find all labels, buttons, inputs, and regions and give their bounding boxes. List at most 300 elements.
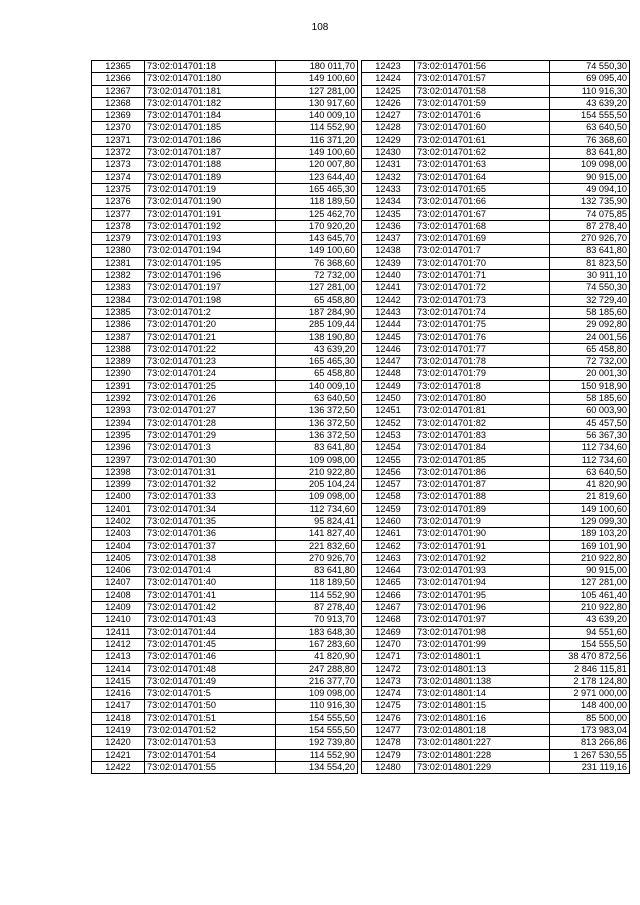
row-number: 12454 (362, 442, 415, 454)
cadastral-value: 150 918,90 (550, 380, 630, 392)
cadastral-value: 136 372,50 (276, 429, 358, 441)
registry-table-right (361, 60, 630, 774)
registry-table-left (91, 60, 358, 774)
cadastral-number: 73:02:014701:83 (415, 429, 550, 441)
cadastral-value: 41 820,90 (550, 479, 630, 491)
cadastral-value: 210 922,80 (276, 466, 358, 478)
row-number: 12402 (92, 515, 145, 527)
cadastral-value: 85 500,00 (550, 712, 630, 724)
table-row (362, 122, 630, 134)
cadastral-value: 116 371,20 (276, 134, 358, 146)
cadastral-number: 73:02:014701:24 (145, 368, 276, 380)
cadastral-value: 180 011,70 (276, 61, 358, 73)
row-number: 12369 (92, 110, 145, 122)
table-row (92, 626, 358, 638)
cadastral-number: 73:02:014701:190 (145, 196, 276, 208)
cadastral-number: 73:02:014701:48 (145, 663, 276, 675)
table-row (362, 663, 630, 675)
table-row (362, 761, 630, 773)
row-number: 12418 (92, 712, 145, 724)
row-number: 12469 (362, 626, 415, 638)
cadastral-value: 210 922,80 (550, 552, 630, 564)
table-row (362, 245, 630, 257)
table-row (92, 270, 358, 282)
cadastral-value: 169 101,90 (550, 540, 630, 552)
cadastral-number: 73:02:014701:23 (145, 356, 276, 368)
table-row (92, 725, 358, 737)
cadastral-value: 130 917,60 (276, 97, 358, 109)
cadastral-number: 73:02:014801:227 (415, 737, 550, 749)
row-number: 12374 (92, 171, 145, 183)
cadastral-value: 74 550,30 (550, 61, 630, 73)
row-number: 12370 (92, 122, 145, 134)
cadastral-number: 73:02:014701:35 (145, 515, 276, 527)
table-row (92, 122, 358, 134)
cadastral-value: 120 007,80 (276, 159, 358, 171)
row-number: 12410 (92, 614, 145, 626)
row-number: 12376 (92, 196, 145, 208)
cadastral-number: 73:02:014701:99 (415, 638, 550, 650)
row-number: 12400 (92, 491, 145, 503)
cadastral-number: 73:02:014701:69 (415, 233, 550, 245)
row-number: 12430 (362, 147, 415, 159)
table-row (92, 110, 358, 122)
cadastral-number: 73:02:014701:38 (145, 552, 276, 564)
cadastral-value: 2 971 000,00 (550, 688, 630, 700)
cadastral-value: 167 283,60 (276, 638, 358, 650)
row-number: 12446 (362, 343, 415, 355)
cadastral-value: 87 278,40 (276, 602, 358, 614)
row-number: 12389 (92, 356, 145, 368)
cadastral-value: 76 368,60 (550, 134, 630, 146)
cadastral-value: 24 001,56 (550, 331, 630, 343)
cadastral-value: 114 552,90 (276, 589, 358, 601)
cadastral-number: 73:02:014701:57 (415, 73, 550, 85)
table-row (92, 614, 358, 626)
table-row (362, 712, 630, 724)
cadastral-value: 29 092,80 (550, 319, 630, 331)
cadastral-value: 114 552,90 (276, 749, 358, 761)
cadastral-number: 73:02:014701:188 (145, 159, 276, 171)
cadastral-number: 73:02:014701:193 (145, 233, 276, 245)
row-number: 12461 (362, 528, 415, 540)
row-number: 12403 (92, 528, 145, 540)
table-row (92, 737, 358, 749)
row-number: 12433 (362, 183, 415, 195)
table-row (362, 503, 630, 515)
table-row (362, 442, 630, 454)
cadastral-value: 83 641,80 (276, 565, 358, 577)
table-row (362, 700, 630, 712)
cadastral-number: 73:02:014701:22 (145, 343, 276, 355)
cadastral-number: 73:02:014701:68 (415, 220, 550, 232)
row-number: 12378 (92, 220, 145, 232)
cadastral-number: 73:02:014701:44 (145, 626, 276, 638)
cadastral-number: 73:02:014701:90 (415, 528, 550, 540)
table-row (362, 220, 630, 232)
row-number: 12365 (92, 61, 145, 73)
cadastral-value: 143 645,70 (276, 233, 358, 245)
row-number: 12397 (92, 454, 145, 466)
table-row (362, 725, 630, 737)
row-number: 12465 (362, 577, 415, 589)
cadastral-number: 73:02:014701:75 (415, 319, 550, 331)
table-row (92, 306, 358, 318)
cadastral-number: 73:02:014701:85 (415, 454, 550, 466)
row-number: 12452 (362, 417, 415, 429)
cadastral-number: 73:02:014701:82 (415, 417, 550, 429)
cadastral-number: 73:02:014701:18 (145, 61, 276, 73)
cadastral-value: 65 458,80 (550, 343, 630, 355)
cadastral-number: 73:02:014701:67 (415, 208, 550, 220)
cadastral-value: 58 185,60 (550, 393, 630, 405)
cadastral-value: 127 281,00 (276, 85, 358, 97)
table-row (92, 577, 358, 589)
cadastral-value: 189 103,20 (550, 528, 630, 540)
cadastral-number: 73:02:014701:184 (145, 110, 276, 122)
cadastral-value: 140 009,10 (276, 110, 358, 122)
table-row (362, 319, 630, 331)
cadastral-number: 73:02:014701:64 (415, 171, 550, 183)
table-row (92, 61, 358, 73)
row-number: 12368 (92, 97, 145, 109)
cadastral-value: 76 368,60 (276, 257, 358, 269)
cadastral-number: 73:02:014701:4 (145, 565, 276, 577)
row-number: 12394 (92, 417, 145, 429)
row-number: 12450 (362, 393, 415, 405)
table-row (362, 479, 630, 491)
row-number: 12478 (362, 737, 415, 749)
row-number: 12366 (92, 73, 145, 85)
row-number: 12420 (92, 737, 145, 749)
cadastral-number: 73:02:014701:6 (415, 110, 550, 122)
cadastral-value: 32 729,40 (550, 294, 630, 306)
table-row (362, 737, 630, 749)
row-number: 12457 (362, 479, 415, 491)
cadastral-number: 73:02:014701:9 (415, 515, 550, 527)
row-number: 12386 (92, 319, 145, 331)
cadastral-value: 65 458,80 (276, 368, 358, 380)
row-number: 12413 (92, 651, 145, 663)
cadastral-number: 73:02:014701:72 (415, 282, 550, 294)
row-number: 12377 (92, 208, 145, 220)
cadastral-value: 125 462,70 (276, 208, 358, 220)
row-number: 12419 (92, 725, 145, 737)
cadastral-value: 38 470 872,56 (550, 651, 630, 663)
cadastral-value: 63 640,50 (550, 466, 630, 478)
cadastral-number: 73:02:014701:32 (145, 479, 276, 491)
cadastral-value: 149 100,60 (276, 147, 358, 159)
row-number: 12468 (362, 614, 415, 626)
table-row (362, 589, 630, 601)
cadastral-value: 72 732,00 (550, 356, 630, 368)
cadastral-value: 45 457,50 (550, 417, 630, 429)
table-row (92, 442, 358, 454)
row-number: 12449 (362, 380, 415, 392)
cadastral-number: 73:02:014801:1 (415, 651, 550, 663)
row-number: 12474 (362, 688, 415, 700)
cadastral-number: 73:02:014701:192 (145, 220, 276, 232)
cadastral-number: 73:02:014801:138 (415, 675, 550, 687)
cadastral-number: 73:02:014701:54 (145, 749, 276, 761)
cadastral-value: 149 100,60 (550, 503, 630, 515)
row-number: 12470 (362, 638, 415, 650)
table-row (92, 257, 358, 269)
row-number: 12435 (362, 208, 415, 220)
cadastral-number: 73:02:014701:182 (145, 97, 276, 109)
cadastral-number: 73:02:014701:58 (415, 85, 550, 97)
cadastral-value: 30 911,10 (550, 270, 630, 282)
table-row (92, 343, 358, 355)
table-row (92, 503, 358, 515)
cadastral-value: 183 648,30 (276, 626, 358, 638)
table-row (92, 761, 358, 773)
row-number: 12480 (362, 761, 415, 773)
cadastral-value: 123 644,40 (276, 171, 358, 183)
row-number: 12442 (362, 294, 415, 306)
cadastral-value: 90 915,00 (550, 565, 630, 577)
cadastral-number: 73:02:014701:194 (145, 245, 276, 257)
table-row (92, 749, 358, 761)
table-row (362, 368, 630, 380)
row-number: 12436 (362, 220, 415, 232)
cadastral-value: 2 178 124,80 (550, 675, 630, 687)
table-row (362, 233, 630, 245)
table-row (92, 565, 358, 577)
cadastral-value: 83 641,80 (276, 442, 358, 454)
row-number: 12443 (362, 306, 415, 318)
row-number: 12404 (92, 540, 145, 552)
table-row (92, 491, 358, 503)
table-row (362, 134, 630, 146)
table-row (92, 380, 358, 392)
cadastral-number: 73:02:014701:31 (145, 466, 276, 478)
cadastral-value: 20 001,30 (550, 368, 630, 380)
table-row (362, 97, 630, 109)
cadastral-value: 216 377,70 (276, 675, 358, 687)
cadastral-number: 73:02:014701:84 (415, 442, 550, 454)
cadastral-number: 73:02:014801:228 (415, 749, 550, 761)
cadastral-value: 1 267 530,55 (550, 749, 630, 761)
cadastral-value: 118 189,50 (276, 196, 358, 208)
cadastral-value: 41 820,90 (276, 651, 358, 663)
cadastral-value: 154 555,50 (276, 712, 358, 724)
table-row (92, 208, 358, 220)
cadastral-number: 73:02:014701:29 (145, 429, 276, 441)
row-number: 12415 (92, 675, 145, 687)
cadastral-value: 165 465,30 (276, 356, 358, 368)
table-row (92, 712, 358, 724)
table-row (362, 515, 630, 527)
table-row (362, 270, 630, 282)
table-row (92, 675, 358, 687)
table-row (362, 614, 630, 626)
row-number: 12372 (92, 147, 145, 159)
cadastral-number: 73:02:014701:94 (415, 577, 550, 589)
cadastral-value: 221 832,60 (276, 540, 358, 552)
table-row (362, 577, 630, 589)
row-number: 12460 (362, 515, 415, 527)
table-row (362, 306, 630, 318)
table-row (362, 85, 630, 97)
cadastral-value: 114 552,90 (276, 122, 358, 134)
row-number: 12447 (362, 356, 415, 368)
cadastral-number: 73:02:014701:51 (145, 712, 276, 724)
cadastral-value: 109 098,00 (276, 454, 358, 466)
cadastral-number: 73:02:014701:197 (145, 282, 276, 294)
cadastral-number: 73:02:014701:21 (145, 331, 276, 343)
row-number: 12396 (92, 442, 145, 454)
cadastral-value: 58 185,60 (550, 306, 630, 318)
cadastral-value: 129 099,30 (550, 515, 630, 527)
table-row (92, 429, 358, 441)
cadastral-number: 73:02:014701:96 (415, 602, 550, 614)
page-number: 108 (311, 22, 329, 33)
cadastral-number: 73:02:014801:13 (415, 663, 550, 675)
row-number: 12408 (92, 589, 145, 601)
cadastral-number: 73:02:014701:61 (415, 134, 550, 146)
row-number: 12425 (362, 85, 415, 97)
cadastral-value: 74 550,30 (550, 282, 630, 294)
cadastral-value: 136 372,50 (276, 405, 358, 417)
cadastral-number: 73:02:014701:91 (415, 540, 550, 552)
cadastral-value: 110 916,30 (276, 700, 358, 712)
row-number: 12437 (362, 233, 415, 245)
cadastral-value: 132 735,90 (550, 196, 630, 208)
row-number: 12463 (362, 552, 415, 564)
cadastral-number: 73:02:014701:7 (415, 245, 550, 257)
cadastral-number: 73:02:014701:56 (415, 61, 550, 73)
cadastral-value: 49 094,10 (550, 183, 630, 195)
cadastral-value: 110 916,30 (550, 85, 630, 97)
cadastral-number: 73:02:014801:14 (415, 688, 550, 700)
table-row (362, 405, 630, 417)
cadastral-value: 109 098,00 (276, 688, 358, 700)
cadastral-number: 73:02:014701:97 (415, 614, 550, 626)
cadastral-value: 205 104,24 (276, 479, 358, 491)
row-number: 12416 (92, 688, 145, 700)
row-number: 12462 (362, 540, 415, 552)
table-row (362, 208, 630, 220)
row-number: 12391 (92, 380, 145, 392)
table-row (92, 233, 358, 245)
cadastral-number: 73:02:014701:92 (415, 552, 550, 564)
table-row (362, 356, 630, 368)
cadastral-number: 73:02:014701:95 (415, 589, 550, 601)
table-row (92, 73, 358, 85)
cadastral-value: 94 551,60 (550, 626, 630, 638)
table-row (362, 257, 630, 269)
row-number: 12456 (362, 466, 415, 478)
cadastral-number: 73:02:014701:20 (145, 319, 276, 331)
table-row (92, 97, 358, 109)
table-row (92, 405, 358, 417)
row-number: 12445 (362, 331, 415, 343)
cadastral-number: 73:02:014701:8 (415, 380, 550, 392)
cadastral-number: 73:02:014701:93 (415, 565, 550, 577)
row-number: 12379 (92, 233, 145, 245)
cadastral-value: 90 915,00 (550, 171, 630, 183)
row-number: 12424 (362, 73, 415, 85)
table-row (92, 479, 358, 491)
cadastral-value: 134 554,20 (276, 761, 358, 773)
table-row (362, 565, 630, 577)
cadastral-number: 73:02:014701:63 (415, 159, 550, 171)
table-row (362, 675, 630, 687)
cadastral-value: 105 461,40 (550, 589, 630, 601)
cadastral-value: 210 922,80 (550, 602, 630, 614)
row-number: 12459 (362, 503, 415, 515)
cadastral-number: 73:02:014701:62 (415, 147, 550, 159)
cadastral-number: 73:02:014801:229 (415, 761, 550, 773)
table-row (362, 110, 630, 122)
cadastral-number: 73:02:014701:81 (415, 405, 550, 417)
row-number: 12426 (362, 97, 415, 109)
cadastral-number: 73:02:014701:19 (145, 183, 276, 195)
cadastral-value: 21 819,60 (550, 491, 630, 503)
row-number: 12384 (92, 294, 145, 306)
table-row (362, 294, 630, 306)
cadastral-number: 73:02:014701:70 (415, 257, 550, 269)
row-number: 12444 (362, 319, 415, 331)
cadastral-value: 154 555,50 (550, 110, 630, 122)
row-number: 12367 (92, 85, 145, 97)
cadastral-number: 73:02:014701:71 (415, 270, 550, 282)
table-row (92, 147, 358, 159)
cadastral-value: 72 732,00 (276, 270, 358, 282)
row-number: 12381 (92, 257, 145, 269)
cadastral-number: 73:02:014701:33 (145, 491, 276, 503)
table-row (92, 466, 358, 478)
row-number: 12431 (362, 159, 415, 171)
cadastral-value: 270 926,70 (276, 552, 358, 564)
cadastral-value: 165 465,30 (276, 183, 358, 195)
cadastral-number: 73:02:014701:30 (145, 454, 276, 466)
cadastral-value: 154 555,50 (276, 725, 358, 737)
table-row (362, 196, 630, 208)
row-number: 12477 (362, 725, 415, 737)
cadastral-value: 43 639,20 (276, 343, 358, 355)
cadastral-value: 231 119,16 (550, 761, 630, 773)
cadastral-number: 73:02:014701:37 (145, 540, 276, 552)
row-number: 12441 (362, 282, 415, 294)
row-number: 12380 (92, 245, 145, 257)
row-number: 12382 (92, 270, 145, 282)
cadastral-number: 73:02:014701:89 (415, 503, 550, 515)
cadastral-value: 140 009,10 (276, 380, 358, 392)
row-number: 12471 (362, 651, 415, 663)
table-row (362, 466, 630, 478)
cadastral-number: 73:02:014701:49 (145, 675, 276, 687)
row-number: 12464 (362, 565, 415, 577)
cadastral-value: 109 098,00 (550, 159, 630, 171)
row-number: 12375 (92, 183, 145, 195)
table-row (92, 602, 358, 614)
row-number: 12421 (92, 749, 145, 761)
row-number: 12451 (362, 405, 415, 417)
cadastral-number: 73:02:014701:186 (145, 134, 276, 146)
cadastral-value: 83 641,80 (550, 147, 630, 159)
cadastral-number: 73:02:014701:2 (145, 306, 276, 318)
cadastral-value: 192 739,80 (276, 737, 358, 749)
cadastral-number: 73:02:014701:50 (145, 700, 276, 712)
cadastral-number: 73:02:014701:43 (145, 614, 276, 626)
cadastral-number: 73:02:014701:191 (145, 208, 276, 220)
table-row (92, 454, 358, 466)
cadastral-number: 73:02:014701:53 (145, 737, 276, 749)
row-number: 12439 (362, 257, 415, 269)
cadastral-number: 73:02:014701:25 (145, 380, 276, 392)
